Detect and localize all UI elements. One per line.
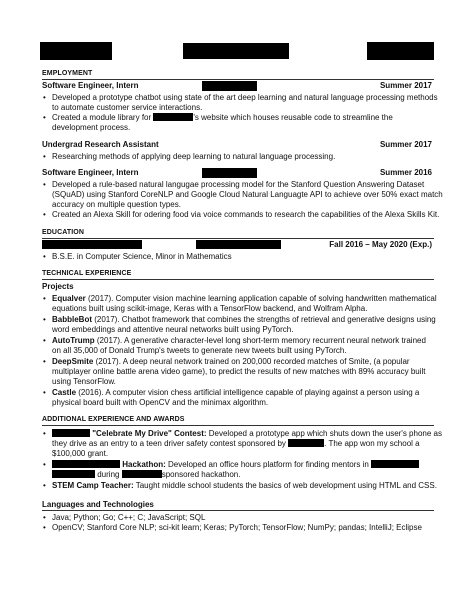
redacted-inline: [52, 460, 120, 468]
project-name: Castle: [52, 388, 77, 397]
project-text: using TensorFlow.: [52, 377, 116, 386]
project-name: Equalver: [52, 294, 86, 303]
redacted-contact: [367, 42, 434, 60]
bullet: •: [43, 180, 46, 189]
redacted-company: [202, 81, 257, 91]
section-divider: [42, 279, 434, 280]
job-bullet-text: to automate customer service interactions.: [52, 103, 203, 112]
bullet: •: [43, 294, 46, 303]
redacted-university: [42, 240, 142, 249]
bullet: •: [43, 210, 46, 219]
award-name: Hackathon:: [122, 460, 166, 469]
job-title: Software Engineer, Intern: [42, 81, 139, 90]
section-divider: [42, 510, 434, 511]
project-text: multiplayer online battle arena video game), to predict the results of new matches with 89% accuracy built: [52, 367, 426, 376]
redacted-company-inline: [153, 113, 193, 121]
bullet: •: [43, 93, 46, 102]
section-education-heading: EDUCATION: [42, 229, 84, 236]
job-bullet-text: accuracy on multiple question types.: [52, 200, 181, 209]
redacted-inline: [52, 470, 95, 478]
education-date: Fall 2016 – May 2020 (Exp.): [329, 240, 432, 249]
redacted-inline: [52, 429, 90, 437]
project-text: Castle (2016). A computer vision chess artificial intelligence capable of playing against a person using a: [52, 388, 420, 397]
job-bullet-text: (SQuAD) using Stanford CoreNLP and Google Cloud Natural Languagte API to achieve over 50% exact match: [52, 190, 443, 199]
job-bullet-text: Developed a rule-based natural langugae processing model for the Stanford Question Answering Dataset: [52, 180, 425, 189]
section-divider: [42, 79, 434, 80]
section-languages-heading: Languages and Technologies: [42, 500, 154, 509]
award-text: Hackathon: Developed an office hours platform for finding mentors in: [52, 459, 419, 470]
bullet: •: [43, 336, 46, 345]
bullet: •: [43, 481, 46, 490]
languages-text: Java; Python; Go; C++; C; JavaScript; SQL: [52, 513, 206, 522]
award-name: STEM Camp Teacher:: [52, 481, 134, 490]
redacted-name: [40, 42, 112, 60]
section-employment-heading: EMPLOYMENT: [42, 70, 93, 77]
project-text: on all 35,000 of Donald Trump's tweets to generate new tweets built using PyTorch.: [52, 346, 347, 355]
job-date: Summer 2016: [379, 168, 432, 177]
projects-subheading: Projects: [42, 282, 74, 291]
job-title: Undergrad Research Assistant: [42, 140, 159, 149]
job-bullet-text: Created a module library for 's website which houses reusable code to streamline the: [52, 113, 393, 122]
redacted-company: [202, 168, 257, 178]
bullet: •: [43, 152, 46, 161]
job-bullet-text: Researching methods of applying deep learning to natural language processing.: [52, 152, 336, 161]
award-name: "Celebrate My Drive" Contest:: [92, 429, 207, 438]
redacted-inline: [371, 460, 419, 468]
bullet: •: [43, 513, 46, 522]
project-text: DeepSmite (2017). A deep neural network trained on 200,000 recorded matches of Smite, (a popular: [52, 357, 410, 366]
section-divider: [42, 425, 434, 426]
bullet: •: [43, 429, 46, 438]
job-bullet-text: Developed a prototype chatbot using state of the art deep learning and natural language processing methods: [52, 93, 438, 102]
bullet: •: [43, 113, 46, 122]
award-text: $100,000 grant.: [52, 449, 109, 458]
redacted-address: [183, 43, 289, 59]
project-text: Equalver (2017). Computer vision machine learning application capable of solving handwritten mathematical: [52, 294, 437, 303]
degree-text: B.S.E. in Computer Science, Minor in Mathematics: [52, 252, 232, 261]
job-date: Summer 2017: [379, 81, 432, 90]
project-text: word embeddings and attentive neural networks built using PyTorch.: [52, 325, 294, 334]
award-text: "Celebrate My Drive" Contest: Developed a prototype app which shuts down the user's phone as: [52, 428, 442, 439]
bullet: •: [43, 357, 46, 366]
technologies-text: OpenCV; Stanford Core NLP; sci-kit learn; Keras; PyTorch; TensorFlow; NumPy; pandas; IntelliJ; Eclipse: [52, 523, 422, 532]
award-text: STEM Camp Teacher: Taught middle school students the basics of web development using HTML and CSS.: [52, 481, 437, 490]
project-name: AutoTrump: [52, 336, 95, 345]
redacted-inline: [122, 470, 162, 478]
bullet: •: [43, 315, 46, 324]
project-name: DeepSmite: [52, 357, 94, 366]
redacted-location: [196, 240, 281, 249]
project-text: AutoTrump (2017). A generative character-level long short-term memory recurrent neural network trained: [52, 336, 426, 345]
project-text: physical board built with OpenCV and the minimax algorithm.: [52, 398, 269, 407]
bullet: •: [43, 252, 46, 261]
project-name: BabbleBot: [52, 315, 92, 324]
bullet: •: [43, 523, 46, 532]
award-text: they drive as an entry to a teen driver safety contest sponsored by . The app won my school a: [52, 439, 420, 448]
job-bullet-text: development process.: [52, 123, 131, 132]
section-technical-heading: TECHNICAL EXPERIENCE: [42, 270, 132, 277]
bullet: •: [43, 460, 46, 469]
redacted-sponsor-inline: [288, 439, 324, 447]
job-date: Summer 2017: [379, 140, 432, 149]
section-divider: [42, 238, 434, 239]
project-text: BabbleBot (2017). Chatbot framework that combines the strengths of retrieval and generative designs using: [52, 315, 436, 324]
job-title: Software Engineer, Intern: [42, 168, 139, 177]
award-text: during sponsored hackathon.: [52, 469, 240, 480]
bullet: •: [43, 388, 46, 397]
section-additional-heading: ADDITIONAL EXPERIENCE AND AWARDS: [42, 416, 185, 423]
job-bullet-text: Created an Alexa Skill for odering food via voice commands to research the capabilities of the Alexa Skills Kit.: [52, 210, 440, 219]
project-text: equations built using scikit-image, Keras with a TensorFlow backend, and Wolfram Alpha.: [52, 304, 368, 313]
